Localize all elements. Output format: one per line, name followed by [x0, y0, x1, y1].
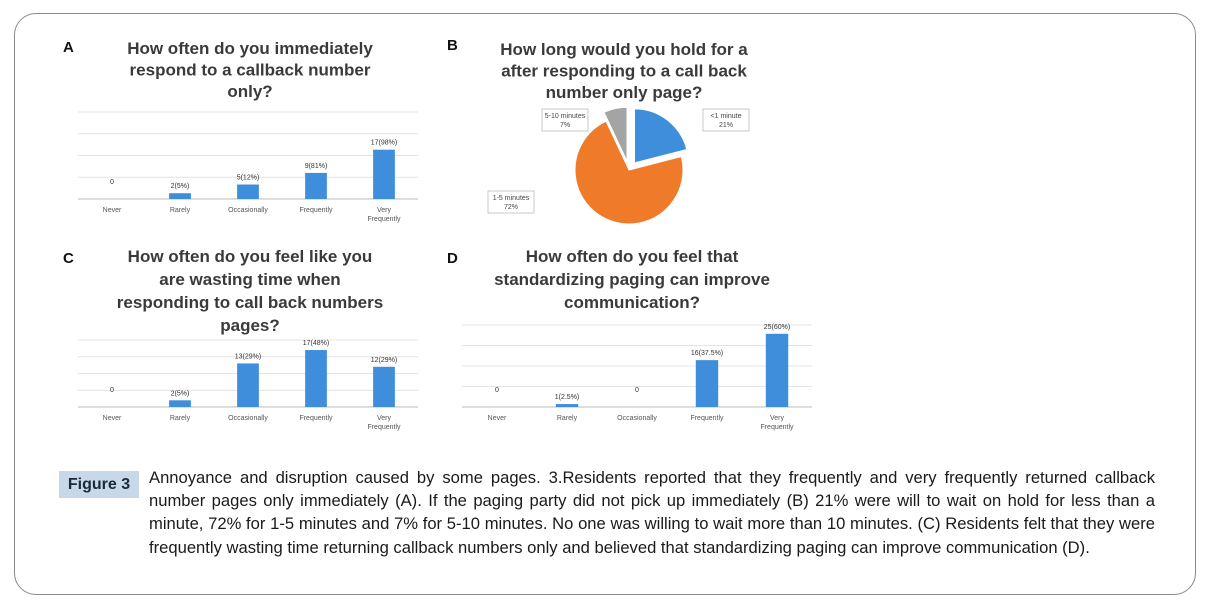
panel-d-title-line: communication? [563, 293, 701, 312]
panel-c-data-label: 0 [110, 387, 114, 394]
panel-a-data-label: 2(5%) [170, 183, 190, 191]
figure-label: Figure 3 [59, 471, 139, 498]
panel-d-bar [696, 360, 718, 407]
panel-a-title-line: How often do you immediately [127, 39, 373, 58]
panel-c-bar [237, 363, 259, 407]
panel-c-title-line: responding to call back numbers [116, 293, 384, 312]
panel-c-bar [373, 367, 395, 407]
panel-d-data-label: 1(2.5%) [554, 394, 580, 402]
panel-a-title-line: respond to a callback number [129, 60, 371, 80]
panel-c-category-label: Rarely [169, 415, 191, 422]
panel-a-category-label: Frequently [299, 207, 333, 214]
panel-b-slice [635, 109, 687, 163]
panel-d-bar [556, 404, 578, 407]
panel-b-slice-label: 5-10 minutes [544, 113, 586, 120]
panel-c-data-label: 17(48%) [302, 340, 330, 348]
panel-c-title-line: How often do you feel like you [127, 247, 373, 266]
panel-d-data-label: 0 [635, 387, 639, 394]
panel-c-category-label: Occasionally [228, 415, 268, 422]
panel-a-category-label: Rarely [169, 207, 191, 214]
panel-c-title-line: pages? [220, 316, 280, 335]
panel-c-data-label: 13(29%) [234, 353, 262, 361]
panel-a-bar [237, 185, 259, 200]
panel-d-category-label: Never [487, 415, 507, 422]
panel-b-slice-label: 21% [718, 122, 734, 129]
panel-c-category-label: Frequently [299, 415, 333, 422]
panel-c-category-label: Never [102, 415, 122, 422]
panel-c-data-label: 12(29%) [370, 356, 398, 364]
panel-b-title-line: number only page? [545, 83, 703, 102]
panel-c-letter: C [63, 250, 74, 267]
panel-d-title-line: How often do you feel that [525, 247, 739, 266]
panel-b-slice-label: <1 minute [710, 113, 742, 120]
panel-a-title-line: only? [227, 82, 273, 101]
panel-a-data-label: 17(98%) [370, 139, 398, 147]
panel-d-title-line: standardizing paging can improve [494, 270, 770, 289]
panel-a-category-label: Occasionally [228, 207, 268, 214]
panel-a-category-label: Frequently [367, 216, 401, 223]
panel-a-bar [169, 193, 191, 199]
panel-b-title-line: How long would you hold for a [500, 40, 748, 59]
panel-b-slice-label: 72% [503, 204, 519, 211]
panel-c-category-label: Very [376, 415, 392, 422]
panel-c-bar [169, 400, 191, 407]
panel-c-bar [305, 350, 327, 407]
panel-b-letter: B [447, 37, 458, 54]
panel-b-slice-label: 1-5 minutes [492, 195, 530, 202]
panel-d-category-label: Very [769, 415, 785, 422]
panel-d-data-label: 0 [495, 387, 499, 394]
panel-d-category-label: Occasionally [617, 415, 657, 422]
panel-c-title-line: are wasting time when [159, 270, 341, 289]
panel-a-data-label: 9(81%) [304, 162, 328, 170]
panel-a-bar [373, 150, 395, 199]
panel-d-letter: D [447, 250, 458, 267]
panel-d-category-label: Frequently [690, 415, 724, 422]
panel-a-data-label: 0 [110, 179, 114, 186]
panel-b-slice-label: 7% [559, 122, 571, 129]
panel-a-letter: A [63, 39, 74, 56]
panel-d-bar [766, 334, 788, 407]
panel-a-bar [305, 173, 327, 199]
panel-a-category-label: Never [102, 207, 122, 214]
panel-d-category-label: Rarely [556, 415, 578, 422]
panel-b-title-line: after responding to a call back [501, 61, 747, 81]
figure-caption: Annoyance and disruption caused by some pages. 3.Residents reported that they frequently and very frequently returned callback number pages only immediately (A). If the paging party did not pick up immediately (B) 21% were will to wait on hold for less than a minute, 72% for 1-5 minutes and 7% for 5-10 minutes. No one was willing to wait more than 10 minutes. (C) Residents felt that they were frequently wasting time returning callback numbers only and believed that standardizing paging can improve communication (D). [149, 468, 1155, 557]
panel-a-data-label: 5(12%) [236, 174, 260, 182]
panel-d-data-label: 25(60%) [763, 323, 791, 331]
panel-d-data-label: 16(37.5%) [690, 350, 724, 358]
panel-c-data-label: 2(5%) [170, 390, 190, 398]
panel-c-category-label: Frequently [367, 424, 401, 431]
panel-d-category-label: Frequently [760, 424, 794, 431]
panel-a-category-label: Very [376, 207, 392, 214]
